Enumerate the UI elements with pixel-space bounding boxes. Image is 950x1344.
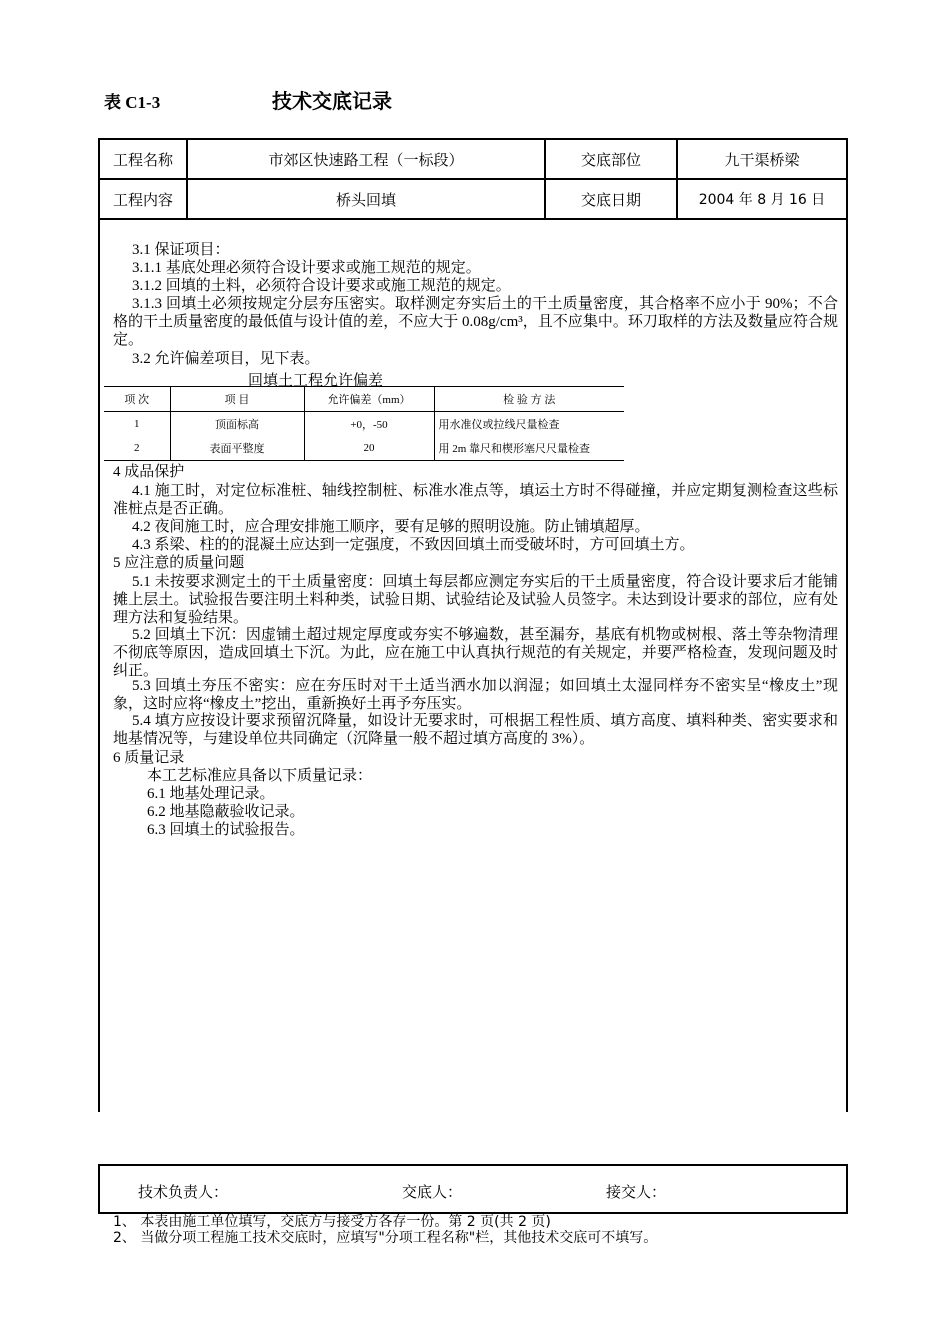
- table-cell: 顶面标高: [170, 412, 304, 437]
- table-cell: +0，-50: [304, 412, 434, 437]
- section-6-intro: 本工艺标准应具备以下质量记录：: [147, 768, 373, 784]
- discloser-label: 交底人：: [402, 1183, 463, 1201]
- table-header-row: [104, 387, 624, 412]
- deviation-table-title: 回填土工程允许偏差: [248, 373, 384, 389]
- col-header: 检 验 方 法: [434, 387, 624, 412]
- document-title: 技术交底记录: [272, 89, 392, 113]
- item-4-2: 4.2 夜间施工时，应合理安排施工顺序，要有足够的照明设施。防止铺填超厚。: [132, 519, 650, 535]
- item-6-2: 6.2 地基隐蔽验收记录。: [147, 804, 305, 820]
- footnote-1: 1、 本表由施工单位填写，交底方与接受方各存一份。第 2 页(共 2 页): [113, 1214, 551, 1230]
- table-cell: 2: [104, 436, 170, 461]
- table-cell: 用 2m 靠尺和楔形塞尺尺量检查: [434, 436, 624, 461]
- tech-lead-label: 技术负责人：: [138, 1183, 229, 1201]
- section-4: 4 成品保护: [113, 464, 185, 480]
- section-3-2: 3.2 允许偏差项目，见下表。: [132, 351, 320, 367]
- col-header: 项 次: [104, 387, 170, 412]
- table-row: [104, 436, 624, 461]
- item-5-2: 5.2 回填土下沉：因虚铺土超过规定厚度或夯实不够遍数，甚至漏夯，基底有机物或树根、落土等杂物清理不彻底等原因，造成回填土下沉。为此，应在施工中认真执行规范的有关规定，并要严格检查，发现问题及时纠正。: [113, 627, 838, 679]
- item-4-3: 4.3 系梁、柱的的混凝土应达到一定强度，不致因回填土而受破坏时，方可回填土方。: [132, 537, 695, 553]
- item-6-3: 6.3 回填土的试验报告。: [147, 822, 305, 838]
- table-row: [104, 412, 624, 437]
- info-table: [98, 138, 848, 220]
- info-row: [99, 179, 847, 219]
- table-cell: 20: [304, 436, 434, 461]
- content-value: 桥头回填: [187, 179, 545, 219]
- item-3-1-2: 3.1.2 回填的土料，必须符合设计要求或施工规范的规定。: [132, 278, 511, 294]
- location-label: 交底部位: [545, 139, 677, 179]
- deviation-table: [104, 386, 624, 461]
- project-name-label: 工程名称: [99, 139, 187, 179]
- item-3-1-1: 3.1.1 基底处理必须符合设计要求或施工规范的规定。: [132, 260, 481, 276]
- info-row: [99, 139, 847, 179]
- table-cell: 用水准仪或拉线尺量检查: [434, 412, 624, 437]
- item-3-1-3: 3.1.3 回填土必须按规定分层夯压密实。取样测定夯实后土的干土质量密度，其合格率不应小于 90%；不合格的干土质量密度的最低值与设计值的差，不应大于 0.08g/cm³，且不应集中。环刀取样的方法及数量应符合规定。: [113, 296, 838, 348]
- table-cell: 表面平整度: [170, 436, 304, 461]
- form-code: 表 C1-3: [104, 93, 161, 112]
- col-header: 允许偏差（mm）: [304, 387, 434, 412]
- section-6: 6 质量记录: [113, 750, 185, 766]
- location-value: 九干渠桥梁: [677, 139, 847, 179]
- receiver-label: 接交人：: [606, 1183, 667, 1201]
- table-cell: 1: [134, 418, 140, 430]
- footnote-2: 2、 当做分项工程施工技术交底时，应填写"分项工程名称"栏，其他技术交底可不填写。: [113, 1230, 658, 1246]
- content-label: 工程内容: [99, 179, 187, 219]
- col-header: 项 目: [170, 387, 304, 412]
- signature-box: [98, 1164, 848, 1214]
- item-4-1: 4.1 施工时，对定位标准桩、轴线控制桩、标准水准点等，填运土方时不得碰撞，并应定期复测检查这些标准桩点是否正确。: [113, 483, 838, 517]
- section-3-1: 3.1 保证项目：: [132, 242, 230, 258]
- item-5-3: 5.3 回填土夯压不密实：应在夯压时对干土适当洒水加以润湿；如回填土太湿同样夯不密实呈“橡皮土”现象，这时应将“橡皮土”挖出，重新换好土再予夯压实。: [113, 678, 838, 712]
- item-6-1: 6.1 地基处理记录。: [147, 786, 275, 802]
- item-5-4: 5.4 填方应按设计要求预留沉降量，如设计无要求时，可根据工程性质、填方高度、填料种类、密实要求和地基情况等，与建设单位共同确定（沉降量一般不超过填方高度的 3%）。: [113, 713, 838, 747]
- item-5-1: 5.1 未按要求测定土的干土质量密度：回填土每层都应测定夯实后的干土质量密度，符合设计要求后才能铺摊上层土。试验报告要注明土料种类，试验日期、试验结论及试验人员签字。未达到设计要求的部位，应有处理方法和复验结果。: [113, 574, 838, 626]
- date-value: 2004 年 8 月 16 日: [677, 179, 847, 219]
- section-5: 5 应注意的质量问题: [113, 555, 245, 571]
- date-label: 交底日期: [545, 179, 677, 219]
- project-name-value: 市郊区快速路工程（一标段）: [187, 139, 545, 179]
